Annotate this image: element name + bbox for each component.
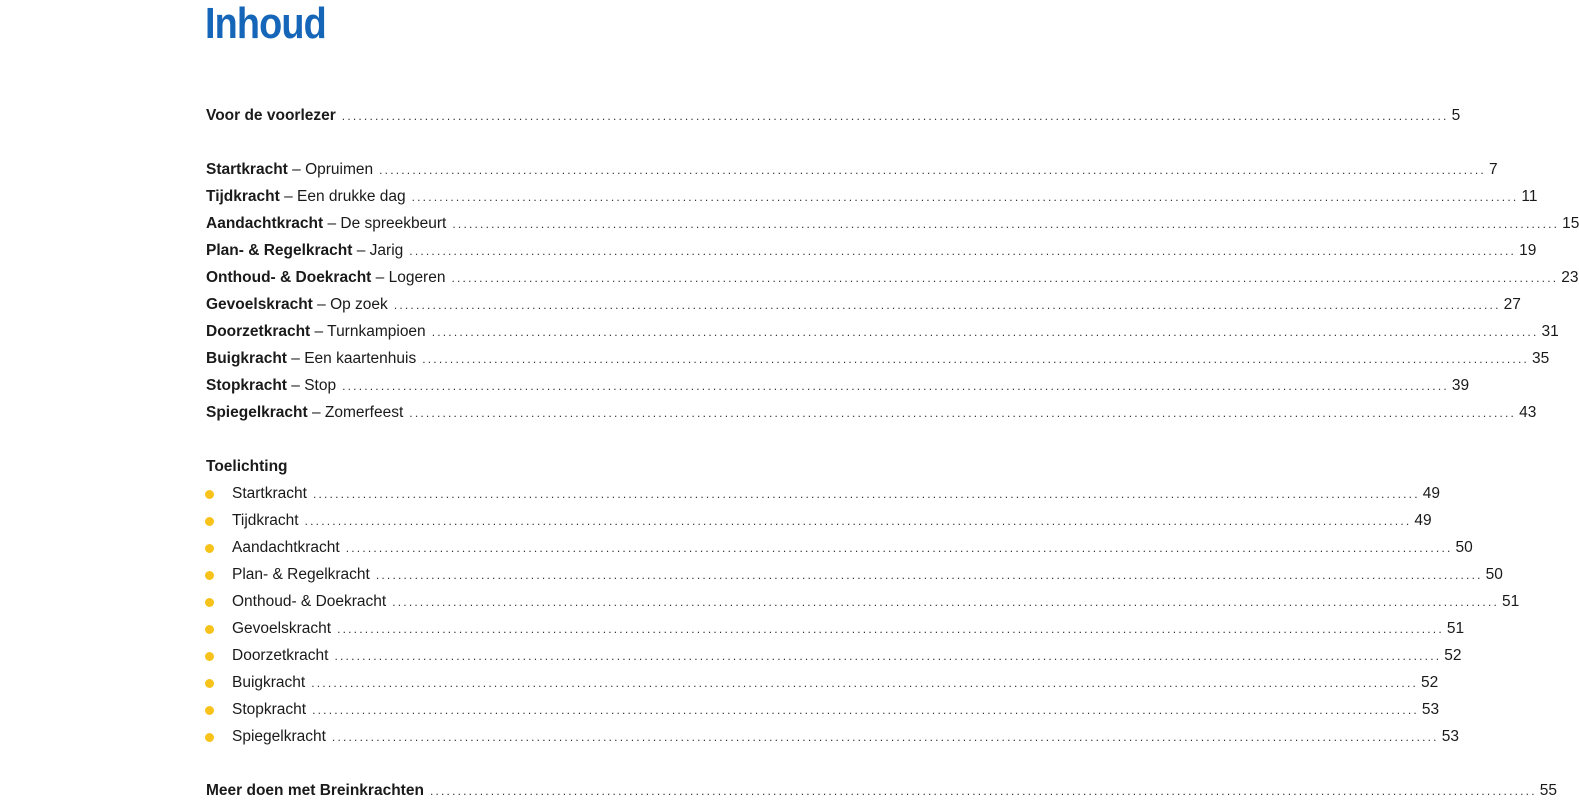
toc-entry-subtitle: – Zomerfeest <box>307 404 404 421</box>
toc-subentry-label: Aandachtkracht <box>232 539 340 556</box>
toc-entry-story[interactable] <box>206 321 1559 343</box>
toc-entry-title: Tijdkracht <box>206 188 280 205</box>
bullet-icon <box>205 544 214 553</box>
dot-leader: ........................................................................................................................................................................................................ <box>422 352 1530 366</box>
bullet-icon <box>205 598 214 607</box>
toc-entry-label: Meer doen met Breinkrachten <box>206 782 424 799</box>
toc-page-number: 49 <box>1422 485 1440 502</box>
toc-page-number: 23 <box>1561 269 1579 286</box>
toc-entry-story[interactable] <box>206 186 1538 208</box>
page-title: Inhoud <box>205 0 326 48</box>
toc-page-number: 51 <box>1502 593 1520 610</box>
toc-entry-title: Spiegelkracht <box>206 404 308 421</box>
toc-subentry[interactable] <box>232 645 1462 667</box>
toc-entry-subtitle: – Stop <box>286 377 337 394</box>
toc-entry-story[interactable] <box>206 240 1537 262</box>
toc-page-number: 15 <box>1562 215 1579 232</box>
toc-entry-subtitle: – Turnkampioen <box>310 323 426 340</box>
dot-leader: ........................................................................................................................................................................................................ <box>304 514 1412 528</box>
toc-page-number: 11 <box>1521 188 1538 205</box>
toc-subentry-label: Startkracht <box>232 485 307 502</box>
toc-entry-meer-doen[interactable] <box>206 780 1557 802</box>
toc-page-number: 51 <box>1446 620 1465 637</box>
toc-subentry[interactable] <box>232 726 1459 748</box>
dot-leader: ........................................................................................................................................................................................................ <box>451 271 1559 285</box>
toc-page-number: 50 <box>1485 566 1503 583</box>
toc-entry-title: Doorzetkracht <box>206 323 311 340</box>
toc-entry-story[interactable] <box>206 267 1579 289</box>
toc-entry-story[interactable] <box>206 294 1521 316</box>
toc-entry-title: Buigkracht <box>206 350 287 367</box>
toc-entry-subtitle: – Op zoek <box>312 296 388 313</box>
toc-page-number: 39 <box>1451 377 1470 394</box>
dot-leader: ........................................................................................................................................................................................................ <box>393 298 1501 312</box>
toc-entry-story[interactable] <box>206 213 1579 235</box>
toc-page-number: 35 <box>1532 350 1550 367</box>
dot-leader: ........................................................................................................................................................................................................ <box>341 109 1449 123</box>
toc-page-number: 31 <box>1541 323 1559 340</box>
toc-page-number: 53 <box>1441 728 1459 745</box>
toc-subentry-label: Plan- & Regelkracht <box>232 566 370 583</box>
dot-leader: ........................................................................................................................................................................................................ <box>431 325 1539 339</box>
toc-entry-title: Aandachtkracht <box>206 215 324 232</box>
toc-entry-subtitle: – Een kaartenhuis <box>286 350 417 367</box>
dot-leader: ........................................................................................................................................................................................................ <box>312 703 1419 717</box>
toc-entry-voor-de-voorlezer[interactable] <box>206 105 1461 127</box>
toc-subentry[interactable] <box>232 510 1432 532</box>
bullet-icon <box>205 517 214 526</box>
toc-subentry[interactable] <box>232 618 1465 640</box>
toc-entry-title: Onthoud- & Doekracht <box>206 269 372 286</box>
dot-leader: ........................................................................................................................................................................................................ <box>345 541 1453 555</box>
toc-subentry[interactable] <box>232 591 1520 613</box>
dot-leader: ........................................................................................................................................................................................................ <box>342 379 1449 393</box>
toc-page-number: 49 <box>1414 512 1432 529</box>
section-heading-toelichting: Toelichting <box>206 458 288 475</box>
bullet-icon <box>205 706 214 715</box>
toc-entry-subtitle: – De spreekbeurt <box>323 215 447 232</box>
bullet-icon <box>205 490 214 499</box>
dot-leader: ........................................................................................................................................................................................................ <box>429 784 1537 798</box>
bullet-icon <box>205 571 214 580</box>
dot-leader: ........................................................................................................................................................................................................ <box>379 163 1486 177</box>
toc-entry-title: Stopkracht <box>206 377 287 394</box>
toc-entry-subtitle: – Een drukke dag <box>279 188 406 205</box>
dot-leader: ........................................................................................................................................................................................................ <box>409 244 1517 258</box>
toc-entry-story[interactable] <box>206 402 1537 424</box>
dot-leader: ........................................................................................................................................................................................................ <box>392 595 1500 609</box>
bullet-icon <box>205 652 214 661</box>
toc-page-number: 53 <box>1421 701 1440 718</box>
dot-leader: ........................................................................................................................................................................................................ <box>452 217 1560 231</box>
toc-subentry[interactable] <box>232 537 1473 559</box>
toc-subentry-label: Gevoelskracht <box>232 620 332 637</box>
toc-entry-story[interactable] <box>206 348 1550 370</box>
toc-page-number: 27 <box>1503 296 1521 313</box>
toc-subentry[interactable] <box>232 672 1439 694</box>
bullet-icon <box>205 679 214 688</box>
toc-entry-story[interactable] <box>206 159 1498 181</box>
toc-subentry-label: Stopkracht <box>232 701 307 718</box>
toc-subentry[interactable] <box>232 564 1503 586</box>
toc-subentry[interactable] <box>232 483 1440 505</box>
bullet-icon <box>205 625 214 634</box>
dot-leader: ........................................................................................................................................................................................................ <box>334 649 1442 663</box>
dot-leader: ........................................................................................................................................................................................................ <box>375 568 1483 582</box>
toc-page-number: 5 <box>1451 107 1461 124</box>
toc-entry-subtitle: – Logeren <box>371 269 446 286</box>
toc-page-number: 19 <box>1519 242 1537 259</box>
dot-leader: ........................................................................................................................................................................................................ <box>311 676 1419 690</box>
toc-subentry-label: Doorzetkracht <box>232 647 329 664</box>
toc-subentry-label: Spiegelkracht <box>232 728 326 745</box>
dot-leader: ........................................................................................................................................................................................................ <box>411 190 1519 204</box>
toc-page-number: 43 <box>1519 404 1537 421</box>
dot-leader: ........................................................................................................................................................................................................ <box>312 487 1420 501</box>
toc-page-number: 52 <box>1421 674 1439 691</box>
toc-entry-subtitle: – Opruimen <box>287 161 374 178</box>
toc-page-number: 52 <box>1444 647 1462 664</box>
toc-subentry-label: Buigkracht <box>232 674 306 691</box>
dot-leader: ........................................................................................................................................................................................................ <box>337 622 1444 636</box>
dot-leader: ........................................................................................................................................................................................................ <box>331 730 1439 744</box>
toc-entry-title: Plan- & Regelkracht <box>206 242 353 259</box>
toc-subentry[interactable] <box>232 699 1440 721</box>
toc-page-number: 55 <box>1539 782 1557 799</box>
toc-entry-title: Startkracht <box>206 161 288 178</box>
toc-entry-title: Gevoelskracht <box>206 296 313 313</box>
toc-entry-story[interactable] <box>206 375 1470 397</box>
toc-subentry-label: Onthoud- & Doekracht <box>232 593 387 610</box>
toc-page-number: 7 <box>1488 161 1498 178</box>
dot-leader: ........................................................................................................................................................................................................ <box>409 406 1517 420</box>
toc-page-number: 50 <box>1455 539 1473 556</box>
bullet-icon <box>205 733 214 742</box>
toc-entry-subtitle: – Jarig <box>352 242 404 259</box>
toc-subentry-label: Tijdkracht <box>232 512 299 529</box>
toc-entry-label: Voor de voorlezer <box>206 107 336 124</box>
